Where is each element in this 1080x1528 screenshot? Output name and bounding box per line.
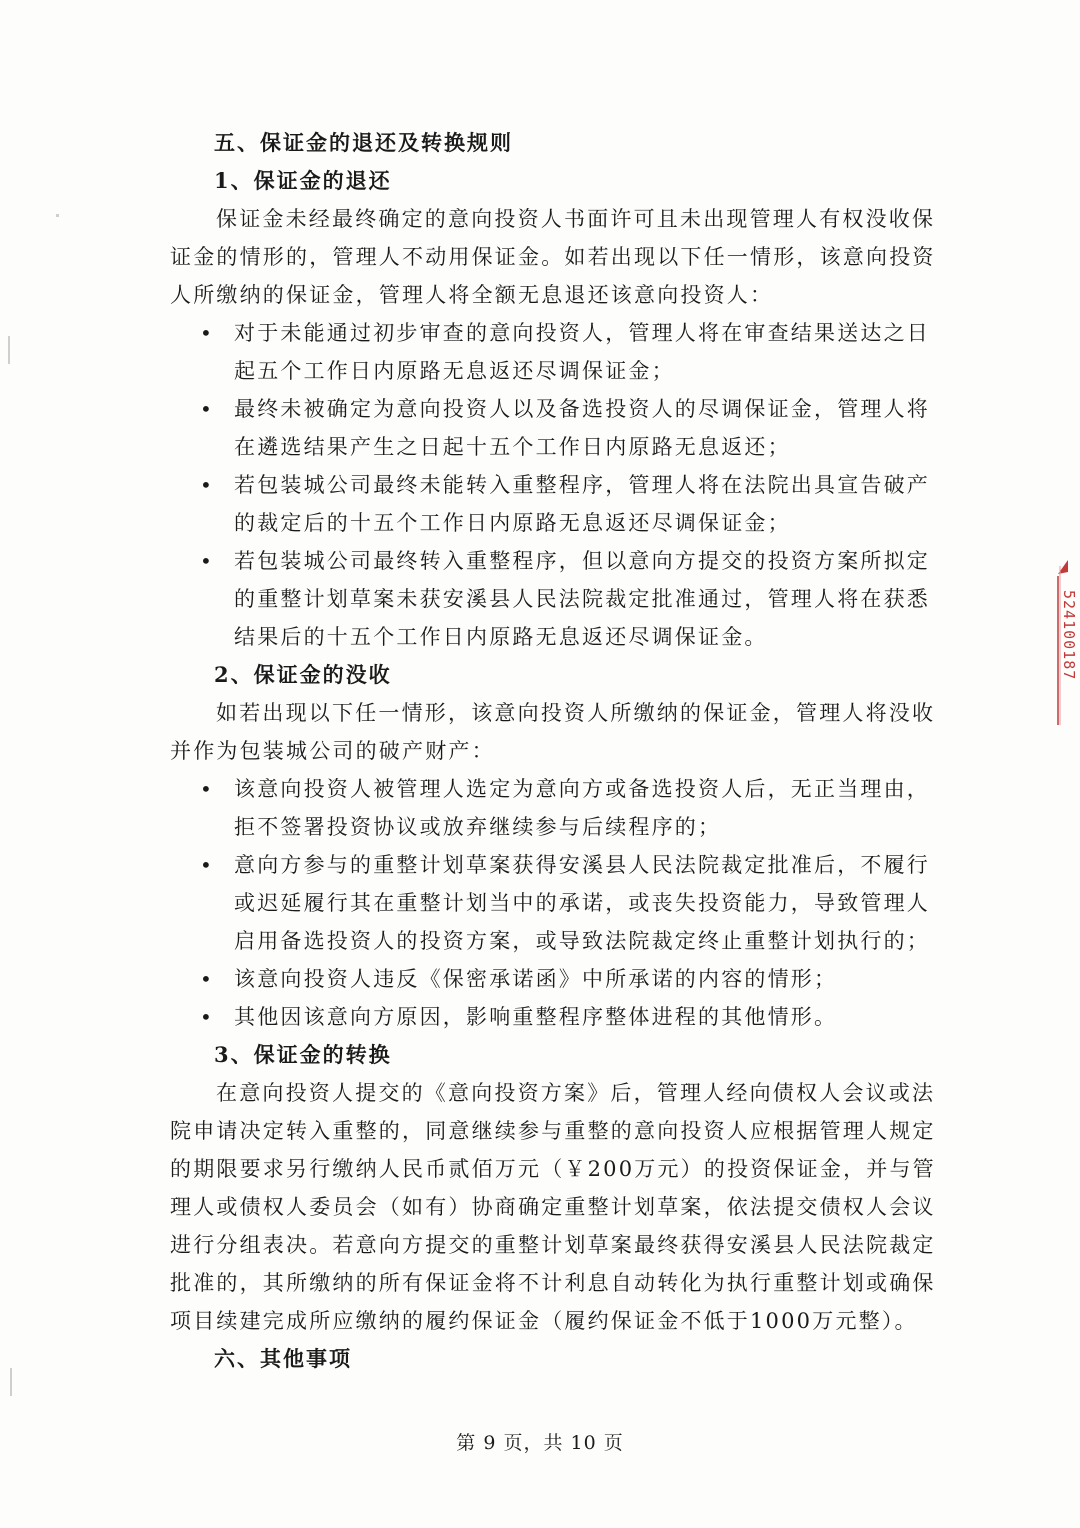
bullet-item [170,770,940,846]
bullet-text: 若包装城公司最终未能转入重整程序，管理人将在法院出具宣告破产 [234,473,930,497]
bullet-dot-icon: • [200,549,214,573]
subsection-1-title: 1、保证金的退还 [214,168,392,193]
bullet-text: 意向方参与的重整计划草案获得安溪县人民法院裁定批准后，不履行 [234,853,930,877]
bullet-dot-icon: • [200,967,214,991]
bullet-text-cont: 结果后的十五个工作日内原路无息返还尽调保证金。 [234,625,768,649]
document-body [170,124,940,1378]
bullet-dot-icon: • [200,1005,214,1029]
bullet-dot-icon: • [200,321,214,345]
bullet-item [170,542,940,656]
scan-edge-mark [10,1368,12,1396]
bullet-dot-icon: • [200,853,214,877]
bullet-item [170,960,940,998]
bullet-item [170,390,940,466]
bullet-text-cont: 或迟延履行其在重整计划当中的承诺，或丧失投资能力，导致管理人 [234,891,930,915]
bullet-dot-icon: • [200,777,214,801]
section-5-title: 五、保证金的退还及转换规则 [214,130,513,155]
bullet-list-forfeit [170,770,940,1036]
scan-edge-mark [56,214,59,217]
paragraph-line: 项目续建完成所应缴纳的履约保证金（履约保证金不低于1000万元整）。 [170,1309,918,1333]
paragraph-line: 证金的情形的，管理人不动用保证金。如若出现以下任一情形，该意向投资 [170,245,936,269]
bullet-text: 最终未被确定为意向投资人以及备选投资人的尽调保证金，管理人将 [234,397,930,421]
bullet-item [170,846,940,960]
bullet-dot-icon: • [200,473,214,497]
bullet-text-cont: 的重整计划草案未获安溪县人民法院裁定批准通过，管理人将在获悉 [234,587,930,611]
paragraph-line: 理人或债权人委员会（如有）协商确定重整计划草案，依法提交债权人会议 [170,1195,936,1219]
paragraph-line: 在意向投资人提交的《意向投资方案》后，管理人经向债权人会议或法 [216,1081,936,1105]
bullet-text: 对于未能通过初步审查的意向投资人，管理人将在审查结果送达之日 [234,321,930,345]
bullet-dot-icon: • [200,397,214,421]
bullet-item [170,998,940,1036]
section-6-title: 六、其他事项 [214,1346,352,1371]
stamp-serial-number: 524100187 [1060,590,1078,681]
bullet-text-cont: 启用备选投资人的投资方案，或导致法院裁定终止重整计划执行的； [234,929,930,953]
paragraph-line: 的期限要求另行缴纳人民币贰佰万元（￥200万元）的投资保证金，并与管 [170,1157,936,1181]
paragraph-line: 批准的，其所缴纳的所有保证金将不计利息自动转化为执行重整计划或确保 [170,1271,936,1295]
bullet-text: 其他因该意向方原因，影响重整程序整体进程的其他情形。 [234,1005,838,1029]
bullet-text: 该意向投资人违反《保密承诺函》中所承诺的内容的情形； [234,967,838,991]
bullet-text: 若包装城公司最终转入重整程序，但以意向方提交的投资方案所拟定 [234,549,930,573]
paragraph-line: 保证金未经最终确定的意向投资人书面许可且未出现管理人有权没收保 [216,207,936,231]
bullet-item [170,314,940,390]
scan-edge-mark [8,336,10,364]
bullet-text-cont: 拒不签署投资协议或放弃继续参与后续程序的； [234,815,722,839]
bullet-text-cont: 起五个工作日内原路无息返还尽调保证金； [234,359,675,383]
bullet-text: 该意向投资人被管理人选定为意向方或备选投资人后，无正当理由， [234,777,930,801]
bullet-item [170,466,940,542]
bullet-text-cont: 在遴选结果产生之日起十五个工作日内原路无息返还； [234,435,791,459]
paragraph-line: 并作为包装城公司的破产财产： [170,739,495,763]
bullet-text-cont: 的裁定后的十五个工作日内原路无息返还尽调保证金； [234,511,791,535]
paragraph-line: 人所缴纳的保证金，管理人将全额无息退还该意向投资人： [170,283,774,307]
subsection-2-title: 2、保证金的没收 [214,662,392,687]
paragraph-line: 进行分组表决。若意向方提交的重整计划草案最终获得安溪县人民法院裁定 [170,1233,936,1257]
subsection-3-title: 3、保证金的转换 [214,1042,392,1067]
paragraph-line: 如若出现以下任一情形，该意向投资人所缴纳的保证金，管理人将没收 [216,701,936,725]
paragraph-line: 院申请决定转入重整的，同意继续参与重整的意向投资人应根据管理人规定 [170,1119,936,1143]
bullet-list-refund [170,314,940,656]
page-number-footer: 第 9 页，共 10 页 [456,1432,624,1454]
